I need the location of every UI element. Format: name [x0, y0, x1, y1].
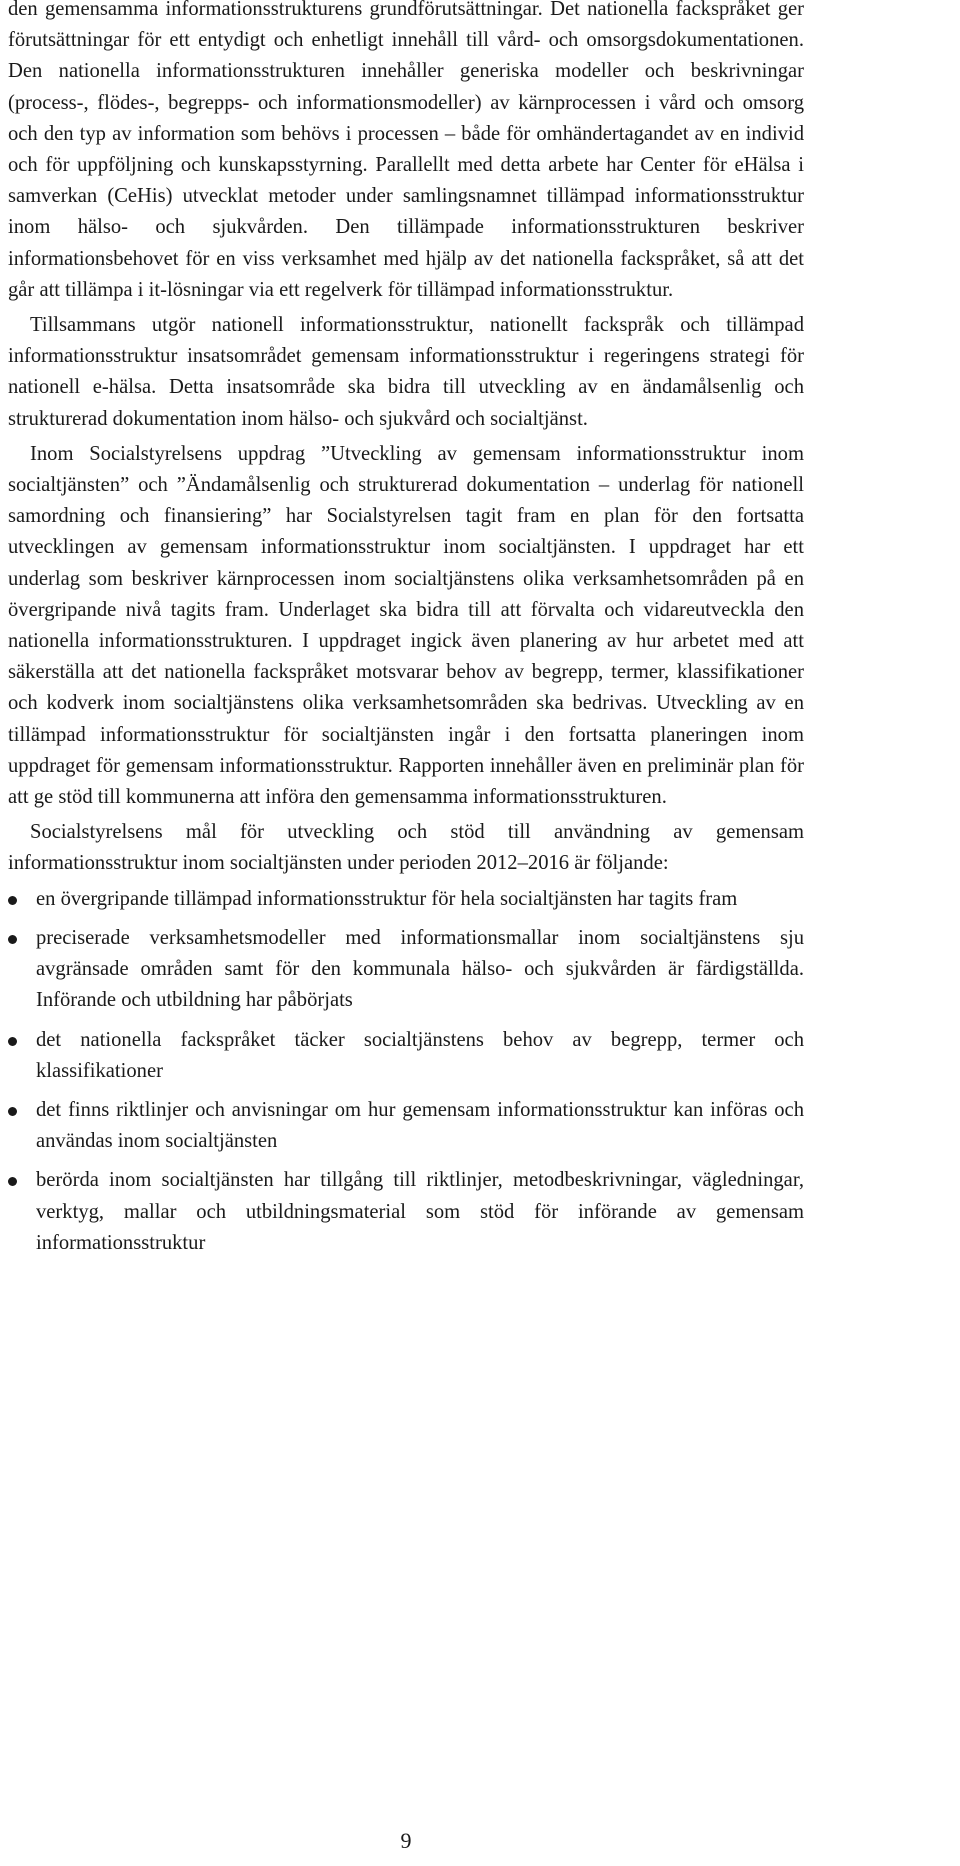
- list-item: [8, 1025, 804, 1087]
- paragraph-4: Socialstyrelsens mål för utveckling och stöd till användning av gemensam informationsstruktur inom socialtjänsten under perioden 2012–2016 är följande:: [8, 821, 804, 875]
- list-item-text: det nationella fackspråket täcker socialtjänstens behov av begrepp, termer och klassifikationer: [36, 1028, 804, 1082]
- paragraph-3: Inom Socialstyrelsens uppdrag ”Utveckling av gemensam informationsstruktur inom socialtjänsten” och ”Ändamålsenlig och strukturerad dokumentation – underlag för nationell samordning och finansiering” har Socialstyrelsen tagit fram en plan för den fortsatta utvecklingen av gemensam informationsstruktur inom socialtjänsten. I uppdraget har ett underlag som beskriver kärnprocessen inom socialtjänstens olika verksamhetsområden på en övergripande nivå tagits fram. Underlaget ska bidra till att förvalta och vidareutveckla den nationella informationsstrukturen. I uppdraget ingick även planering av hur arbetet med att säkerställa att det nationella fackspråket motsvarar behov av begrepp, termer, klassifikationer och kodverk inom socialtjänstens olika verksamhetsområden ska bedrivas. Utveckling av en tillämpad informationsstruktur för socialtjänsten ingår i den fortsatta planeringen inom uppdraget för gemensam informationsstruktur. Rapporten innehåller även en preliminär plan för att ge stöd till kommunerna att införa den gemensamma informationsstrukturen.: [8, 442, 804, 809]
- bullet-dot-icon: [8, 1107, 17, 1116]
- list-item-text: preciserade verksamhetsmodeller med informationsmallar inom socialtjänstens sju avgränsade områden samt för den kommunala hälso- och sjukvården är färdigställda. Införande och utbildning har påbörjats: [36, 926, 804, 1012]
- list-item: [8, 1165, 804, 1259]
- list-item: [8, 923, 804, 1017]
- list-item: [8, 1095, 804, 1157]
- list-item-text: det finns riktlinjer och anvisningar om hur gemensam informationsstruktur kan införas och användas inom socialtjänsten: [36, 1098, 804, 1153]
- list-item-text: en övergripande tillämpad informationsstruktur för hela socialtjänsten har tagits fram: [36, 887, 738, 910]
- bullet-dot-icon: [8, 896, 17, 905]
- list-item-text: berörda inom socialtjänsten har tillgång till riktlinjer, metodbeskrivningar, vägledningar, verktyg, mallar och utbildningsmaterial som stöd för införande av gemensam informationsstruktur: [36, 1169, 804, 1254]
- paragraph-1: den gemensamma informationsstrukturens grundförutsättningar. Det nationella fackspråket ger förutsättningar för ett entydigt och enhetligt innehåll till vård- och omsorgsdokumentationen. Den nationella informationsstrukturen innehåller generiska modeller och beskrivningar (process-, flödes-, begrepps- och informationsmodeller) av kärnprocessen i vård och omsorg och den typ av information som behövs i processen – både för omhändertagandet av en individ och för uppföljning och kunskapsstyrning. Parallellt med detta arbete har Center för eHälsa i samverkan (CeHis) utvecklat metoder under samlingsnamnet tillämpad informationsstruktur inom hälso- och sjukvården. Den tillämpade informationsstrukturen beskriver informationsbehovet för en viss verksamhet med hjälp av det nationella fackspråket, så att det går att tillämpa i it-lösningar via ett regelverk för tillämpad informationsstruktur.: [8, 0, 804, 301]
- list-item: [8, 884, 804, 915]
- document-page: [8, 0, 804, 1267]
- bullet-dot-icon: [8, 1037, 17, 1046]
- goals-bullet-list: [8, 884, 804, 1259]
- page-number: 9: [400, 1828, 412, 1853]
- bullet-dot-icon: [8, 935, 17, 944]
- bullet-dot-icon: [8, 1177, 17, 1186]
- paragraph-2: Tillsammans utgör nationell informationsstruktur, nationellt fackspråk och tillämpad informationsstruktur insatsområdet gemensam informationsstruktur i regeringens strategi för nationell e-hälsa. Detta insatsområde ska bidra till utveckling av en ändamålsenlig och strukturerad dokumentation inom hälso- och sjukvård och socialtjänst.: [8, 314, 804, 430]
